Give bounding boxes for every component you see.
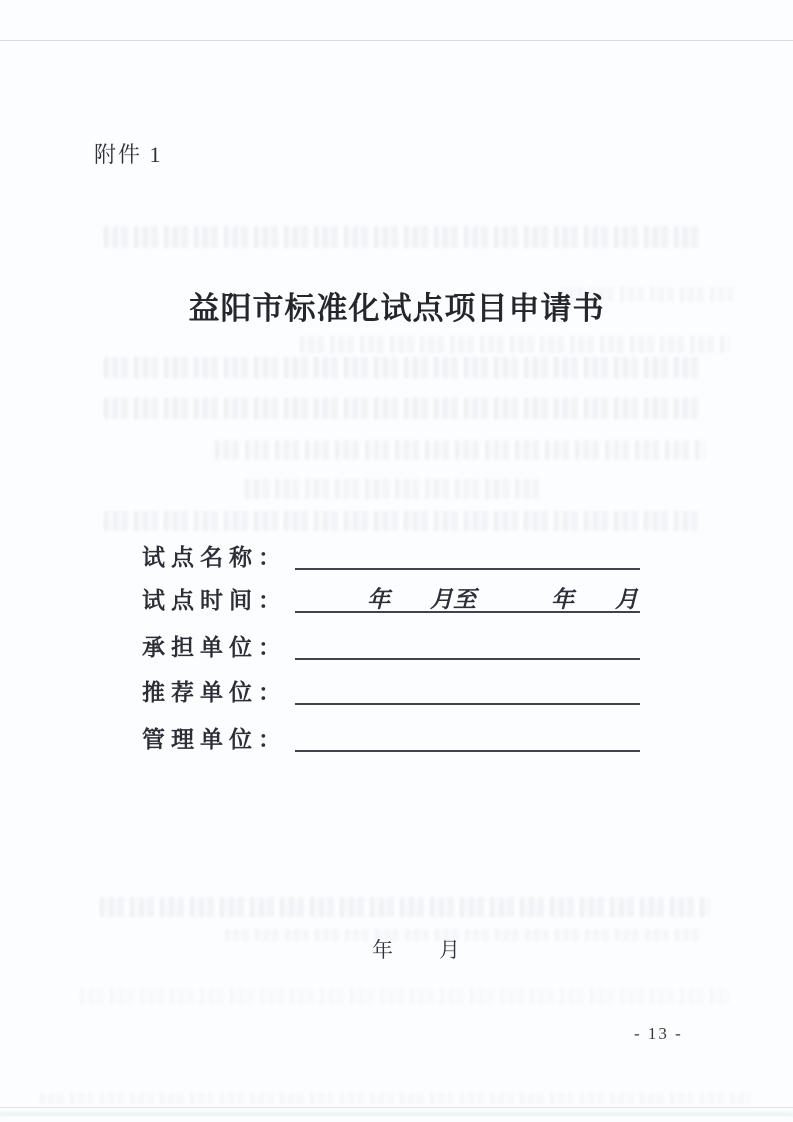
attachment-label: 附件 1 — [94, 142, 163, 167]
scan-artifact-band — [0, 1112, 793, 1116]
signature-date-month: 月 — [439, 939, 460, 962]
time-segment-month-to: 月至 — [430, 586, 476, 612]
form-row-managing-unit — [142, 726, 640, 752]
field-label: 承担单位： — [142, 634, 287, 660]
field-label: 推荐单位： — [142, 679, 287, 705]
bleed-through-text — [300, 336, 730, 353]
bleed-through-text — [225, 929, 705, 941]
bleed-through-text — [40, 1093, 750, 1104]
scan-artifact-line-top — [0, 40, 793, 41]
fill-in-line — [295, 542, 640, 570]
time-segment-year2: 年 — [551, 586, 574, 612]
bleed-through-text — [245, 479, 545, 499]
field-label: 试点名称： — [142, 544, 287, 570]
signature-date-year: 年 — [372, 939, 393, 962]
time-segment-month2: 月 — [615, 586, 638, 612]
fill-in-line — [295, 585, 640, 613]
field-label: 管理单位： — [142, 726, 287, 752]
bleed-through-text — [104, 511, 704, 531]
bleed-through-text — [104, 226, 704, 248]
bleed-through-text — [80, 989, 730, 1004]
form-row-recommending-unit — [142, 679, 640, 705]
fill-in-line — [295, 724, 640, 752]
form-row-pilot-name — [142, 544, 640, 570]
signature-date — [372, 934, 460, 964]
time-segment-year1: 年 — [367, 586, 390, 612]
fill-in-line — [295, 677, 640, 705]
bleed-through-text — [100, 897, 710, 917]
scan-artifact-line-bottom — [0, 1107, 793, 1108]
bleed-through-text — [215, 440, 705, 460]
form-row-undertaking-unit — [142, 634, 640, 660]
field-label: 试点时间： — [142, 587, 287, 613]
page-number: - 13 - — [634, 1024, 683, 1043]
bleed-through-text — [104, 357, 704, 378]
bleed-through-text — [104, 398, 704, 419]
fill-in-line — [295, 632, 640, 660]
form-row-pilot-time — [142, 587, 640, 613]
document-title: 益阳市标准化试点项目申请书 — [188, 291, 605, 326]
